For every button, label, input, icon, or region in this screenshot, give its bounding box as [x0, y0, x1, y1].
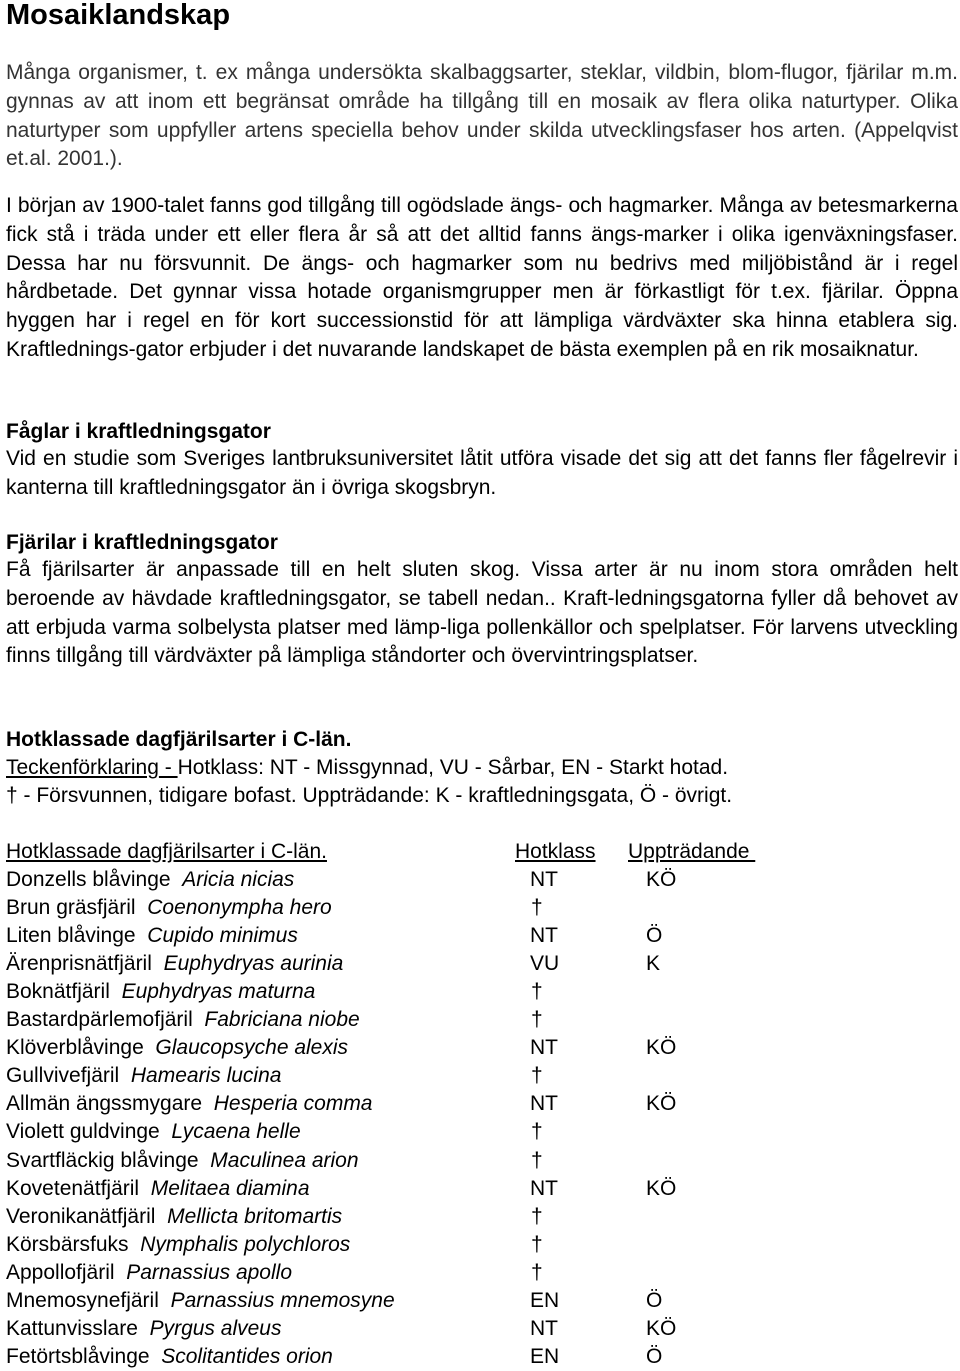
species-name [6, 1034, 348, 1062]
species-hotklass: † [531, 1008, 543, 1032]
species-latin-name: Parnassius mnemosyne [170, 1288, 395, 1312]
butterflies-paragraph: Få fjärilsarter är anpassade till en helt sluten skog. Vissa arter är nu inom stora områden helt beroende av hävdade kraftledningsgator, se tabell nedan.. Kraft-ledningsgatorna fyller då behovet av att erbjuda varma solbelysta platser med lämp-liga pollenkällor och spelplatser. För larvens utveckling finns tillgång till värdväxter på lämpliga ståndorter och övervintringsplatser. [6, 558, 958, 668]
species-upptradande: K [646, 952, 661, 976]
table-row [6, 1006, 956, 1034]
species-hotklass: NT [530, 1176, 558, 1200]
species-common-name: Veronikanätfjäril [6, 1204, 168, 1228]
species-latin-name: Euphydryas aurinia [163, 952, 344, 976]
species-hotklass: VU [530, 952, 560, 976]
species-latin-name: Scolitantides orion [161, 1344, 333, 1368]
table-row [6, 1203, 956, 1231]
species-latin-name: Lycaena helle [171, 1120, 301, 1144]
species-hotklass: NT [530, 924, 558, 948]
species-name [6, 950, 343, 978]
legend-heading: Hotklassade dagfjärilsarter i C-län. [6, 728, 352, 751]
table-row [6, 1315, 956, 1343]
legend-hotklass-text: Hotklass: NT - Missgynnad, VU - Sårbar, EN - Starkt hotad. [177, 756, 729, 779]
species-upptradande: KÖ [646, 1092, 677, 1116]
species-common-name: Donzells blåvinge [6, 868, 183, 891]
species-common-name: Boknätfjäril [6, 980, 122, 1004]
species-latin-name: Hesperia comma [213, 1092, 373, 1116]
species-common-name: Svartfläckig blåvinge [6, 1148, 211, 1172]
legend-line-1 [6, 754, 958, 782]
species-latin-name: Melitaea diamina [150, 1176, 310, 1200]
species-upptradande: Ö [646, 1288, 663, 1312]
species-name [6, 1175, 310, 1203]
species-common-name: Kattunvisslare [6, 1316, 150, 1340]
species-upptradande: Ö [646, 924, 663, 948]
species-name [6, 1231, 350, 1259]
table-row [6, 1090, 956, 1118]
species-latin-name: Nymphalis polychloros [140, 1232, 351, 1256]
table-row [6, 1231, 956, 1259]
species-upptradande: KÖ [646, 868, 677, 891]
species-hotklass: † [531, 896, 543, 920]
species-upptradande: KÖ [646, 1316, 677, 1340]
species-hotklass: † [531, 1204, 543, 1228]
species-upptradande: KÖ [646, 1036, 677, 1060]
species-latin-name: Mellicta britomartis [167, 1204, 343, 1228]
table-row [6, 978, 956, 1006]
page-title: Mosaiklandskap [6, 0, 231, 31]
table-row [6, 1118, 956, 1146]
species-latin-name: Pyrgus alveus [149, 1316, 282, 1340]
species-hotklass: NT [530, 1316, 558, 1340]
species-common-name: Allmän ängssmygare [6, 1092, 214, 1116]
table-row [6, 1062, 956, 1090]
legend-line-2: † - Försvunnen, tidigare bofast. Uppträdande: K - kraftledningsgata, Ö - övrigt. [6, 784, 733, 807]
species-common-name: Appollofjäril [6, 1260, 127, 1284]
species-common-name: Körsbärsfuks [6, 1232, 141, 1256]
table-row [6, 1175, 956, 1203]
species-name [6, 1203, 342, 1231]
species-latin-name: Cupido minimus [147, 924, 298, 948]
species-name [6, 922, 298, 950]
species-name [6, 1343, 333, 1371]
species-hotklass: † [531, 1148, 543, 1172]
species-common-name: Brun gräsfjäril [6, 896, 148, 920]
table-row [6, 1343, 956, 1371]
species-hotklass: EN [530, 1344, 560, 1368]
table-header-upptradande: Uppträdande [628, 840, 756, 863]
species-latin-name: Maculinea arion [210, 1148, 359, 1172]
species-name [6, 1062, 281, 1090]
species-latin-name: Parnassius apollo [126, 1260, 292, 1284]
species-name [6, 1259, 292, 1287]
table-row [6, 1259, 956, 1287]
table-row [6, 1287, 956, 1315]
species-latin-name: Coenonympha hero [147, 896, 332, 920]
species-latin-name: Euphydryas maturna [121, 980, 316, 1004]
species-latin-name: Hamearis lucina [130, 1064, 282, 1088]
species-hotklass: † [531, 1260, 543, 1284]
intro-paragraph: Många organismer, t. ex många undersökta skalbaggsarter, steklar, vildbin, blom-flugor, fjärilar m.m. gynnas av att inom ett begränsat område ha tillgång till en mosaik av flera olika naturtyper. Olika naturtyper som uppfyller artens speciella behov under skilda utvecklingsfaser hos arten. (Appelqvist et.al. 2001.). [6, 61, 958, 171]
legend-key-label: Teckenförklaring [6, 756, 159, 779]
species-name [6, 1118, 301, 1146]
species-name [6, 1006, 360, 1034]
species-common-name: Liten blåvinge [6, 924, 148, 948]
species-name [6, 978, 315, 1006]
species-upptradande: KÖ [646, 1176, 677, 1200]
table-header-row [6, 838, 956, 866]
species-upptradande: Ö [646, 1344, 663, 1368]
species-name [6, 1090, 373, 1118]
species-hotklass: † [531, 1064, 543, 1088]
table-row [6, 922, 956, 950]
legend-key-dash: - [158, 756, 178, 779]
species-hotklass: NT [530, 1036, 558, 1060]
birds-heading: Fåglar i kraftledningsgator [6, 420, 271, 443]
species-common-name: Ärenprisnätfjäril [6, 952, 164, 976]
table-row [6, 1147, 956, 1175]
table-row [6, 1034, 956, 1062]
species-common-name: Mnemosynefjäril [6, 1288, 171, 1312]
species-common-name: Gullvivefjäril [6, 1064, 131, 1088]
species-common-name: Bastardpärlemofjäril [6, 1008, 205, 1032]
species-hotklass: † [531, 980, 543, 1004]
species-common-name: Kovetenätfjäril [6, 1176, 151, 1200]
species-hotklass: † [531, 1232, 543, 1256]
species-name [6, 1315, 281, 1343]
table-row [6, 950, 956, 978]
table-row [6, 894, 956, 922]
species-name [6, 1287, 395, 1315]
species-common-name: Klöverblåvinge [6, 1036, 156, 1060]
species-name [6, 894, 332, 922]
table-header-hotklass: Hotklass [515, 840, 596, 863]
table-header-species: Hotklassade dagfjärilsarter i C-län. [6, 840, 327, 863]
species-hotklass: NT [530, 868, 558, 891]
species-latin-name: Fabriciana niobe [204, 1008, 360, 1032]
species-name [6, 1147, 359, 1175]
species-hotklass: NT [530, 1092, 558, 1116]
species-common-name: Fetörtsblåvinge [6, 1344, 162, 1368]
species-hotklass: † [531, 1120, 543, 1144]
species-common-name: Violett guldvinge [6, 1120, 172, 1144]
species-latin-name: Aricia nicias [182, 868, 295, 891]
species-hotklass: EN [530, 1288, 560, 1312]
butterflies-heading: Fjärilar i kraftledningsgator [6, 531, 278, 554]
species-name [6, 866, 294, 894]
table-row [6, 866, 956, 894]
birds-paragraph: Vid en studie som Sveriges lantbruksuniversitet låtit utföra visade det sig att det fanns fler fågelrevir i kanterna till kraftledningsgator än i övriga skogsbryn. [6, 447, 958, 499]
species-latin-name: Glaucopsyche alexis [155, 1036, 349, 1060]
history-paragraph: I början av 1900-talet fanns god tillgång till ogödslade ängs- och hagmarker. Många av betesmarkerna fick stå i träda under ett eller flera år så att det alltid fanns ängs-marker i olika igenväxningsfaser. Dessa har nu försvunnit. De ängs- och hagmarker som nu bedrivs med miljöbistånd är i regel hårdbetade. Det gynnar vissa hotade organismgrupper men är förkastligt för t.ex. fjärilar. Öppna hyggen har i regel en för kort successionstid för att lämpliga värdväxter ska hinna etablera sig. Kraftlednings-gator erbjuder i det nuvarande landskapet de bästa exemplen på en rik mosaiknatur. [6, 194, 958, 361]
